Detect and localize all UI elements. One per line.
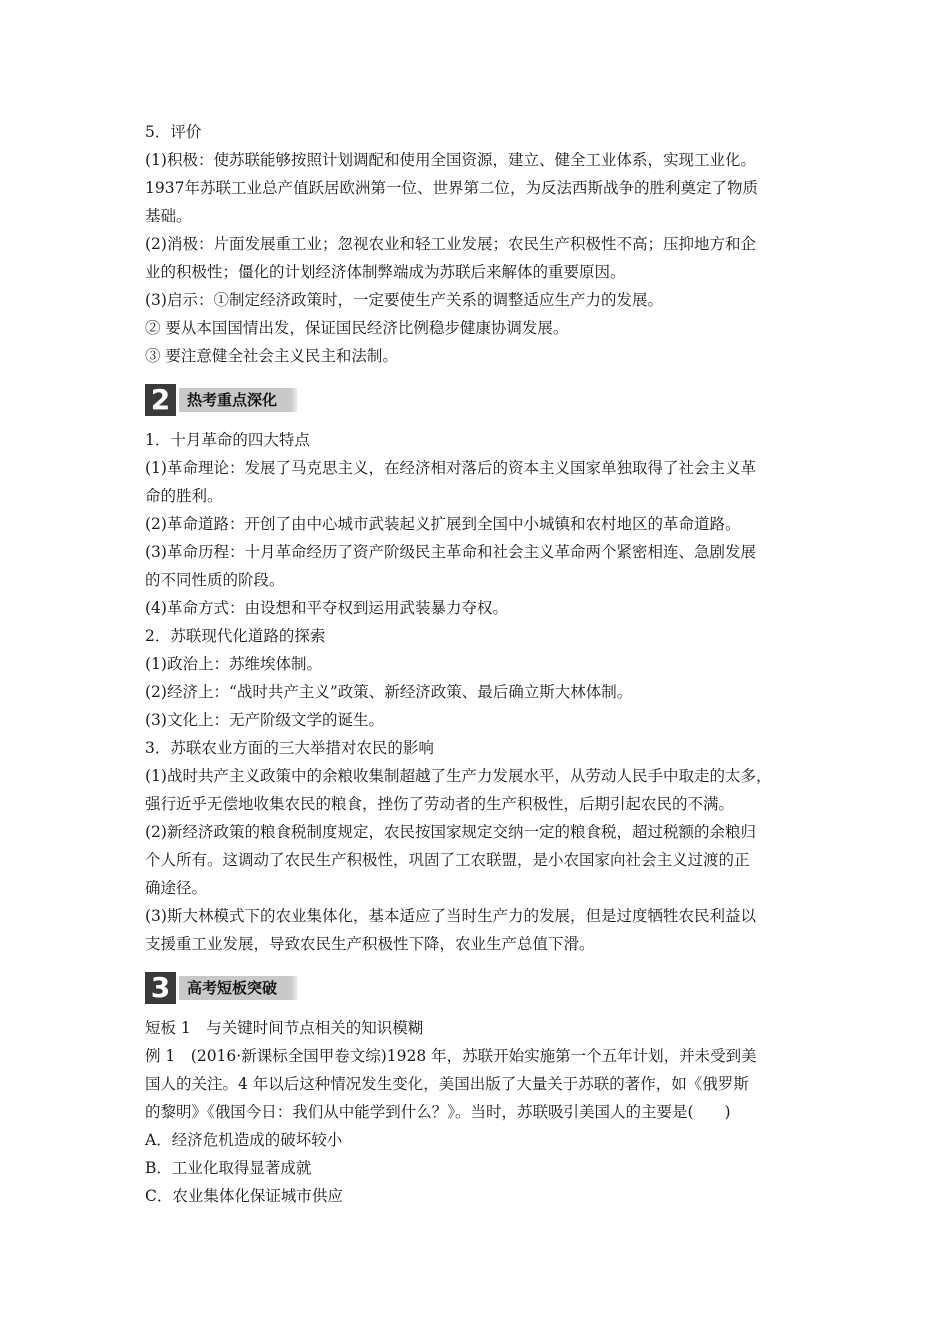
paragraph-line: 个人所有。这调动了农民生产积极性，巩固了工农联盟，是小农国家向社会主义过渡的正 (145, 851, 750, 869)
document-page (145, 118, 810, 1210)
option-b: B．工业化取得显著成就 (145, 1159, 312, 1177)
question-line: 的黎明》《俄国今日：我们从中能学到什么？》。当时，苏联吸引美国人的主要是( ) (145, 1103, 731, 1121)
paragraph-line: ② 要从本国国情出发，保证国民经济比例稳步健康协调发展。 (145, 319, 569, 337)
paragraph-line: (1)积极：使苏联能够按照计划调配和使用全国资源，建立、健全工业体系，实现工业化。 (145, 151, 756, 169)
question-line: 国人的关注。4 年以后这种情况发生变化，美国出版了大量关于苏联的著作，如《俄罗斯 (145, 1075, 749, 1093)
paragraph-line: (1)政治上：苏维埃体制。 (145, 655, 322, 673)
banner-label: 高考短板突破 (179, 976, 291, 1000)
section-heading: 2．苏联现代化道路的探索 (145, 627, 326, 645)
paragraph-line: (2)新经济政策的粮食税制度规定，农民按国家规定交纳一定的粮食税，超过税额的余粮归 (145, 823, 756, 841)
paragraph-line: 命的胜利。 (145, 487, 223, 505)
paragraph-line: (3)文化上：无产阶级文学的诞生。 (145, 711, 384, 729)
section-heading: 1．十月革命的四大特点 (145, 431, 310, 449)
banner-number: 2 (145, 384, 176, 416)
banner-label: 热考重点深化 (179, 388, 291, 412)
paragraph-line: (2)消极：片面发展重工业；忽视农业和轻工业发展；农民生产积极性不高；压抑地方和企 (145, 235, 756, 253)
option-c: C．农业集体化保证城市供应 (145, 1187, 343, 1205)
paragraph-line: 确途径。 (145, 879, 208, 897)
section-banner-hot-topics (145, 384, 810, 416)
paragraph-line: 1937年苏联工业总产值跃居欧洲第一位、世界第二位，为反法西斯战争的胜利奠定了物质 (145, 179, 758, 197)
banner-number: 3 (145, 972, 176, 1004)
paragraph-line: (3)启示：①制定经济政策时，一定要使生产关系的调整适应生产力的发展。 (145, 291, 663, 309)
paragraph-line: 业的积极性；僵化的计划经济体制弊端成为苏联后来解体的重要原因。 (145, 263, 626, 281)
weak-point-title: 短板 1 与关键时间节点相关的知识模糊 (145, 1019, 424, 1037)
paragraph-line: 支援重工业发展，导致农民生产积极性下降，农业生产总值下滑。 (145, 935, 595, 953)
section-evaluation (145, 118, 810, 370)
paragraph-line: 的不同性质的阶段。 (145, 571, 285, 589)
paragraph-line: (1)战时共产主义政策中的余粮收集制超越了生产力发展水平，从劳动人民手中取走的太多， (145, 767, 772, 785)
section-banner-weak-points (145, 972, 810, 1004)
paragraph-line: (1)革命理论：发展了马克思主义，在经济相对落后的资本主义国家单独取得了社会主义革 (145, 459, 756, 477)
paragraph-line: ③ 要注意健全社会主义民主和法制。 (145, 347, 398, 365)
section-weak-points (145, 1014, 810, 1210)
paragraph-line: (3)斯大林模式下的农业集体化，基本适应了当时生产力的发展，但是过度牺牲农民利益以 (145, 907, 756, 925)
paragraph-line: (2)经济上：“战时共产主义”政策、新经济政策、最后确立斯大林体制。 (145, 683, 633, 701)
section-heading: 3．苏联农业方面的三大举措对农民的影响 (145, 739, 434, 757)
section-heading: 5．评价 (145, 123, 202, 141)
paragraph-line: (3)革命历程：十月革命经历了资产阶级民主革命和社会主义革命两个紧密相连、急剧发展 (145, 543, 756, 561)
section-hot-topics (145, 426, 810, 958)
paragraph-line: (2)革命道路：开创了由中心城市武装起义扩展到全国中小城镇和农村地区的革命道路。 (145, 515, 741, 533)
paragraph-line: 强行近乎无偿地收集农民的粮食，挫伤了劳动者的生产积极性，后期引起农民的不满。 (145, 795, 735, 813)
option-a: A．经济危机造成的破坏较小 (145, 1131, 343, 1149)
paragraph-line: (4)革命方式：由设想和平夺权到运用武装暴力夺权。 (145, 599, 508, 617)
paragraph-line: 基础。 (145, 207, 192, 225)
question-line: 例 1 (2016·新课标全国甲卷文综)1928 年，苏联开始实施第一个五年计划，并未受到美 (145, 1047, 757, 1065)
